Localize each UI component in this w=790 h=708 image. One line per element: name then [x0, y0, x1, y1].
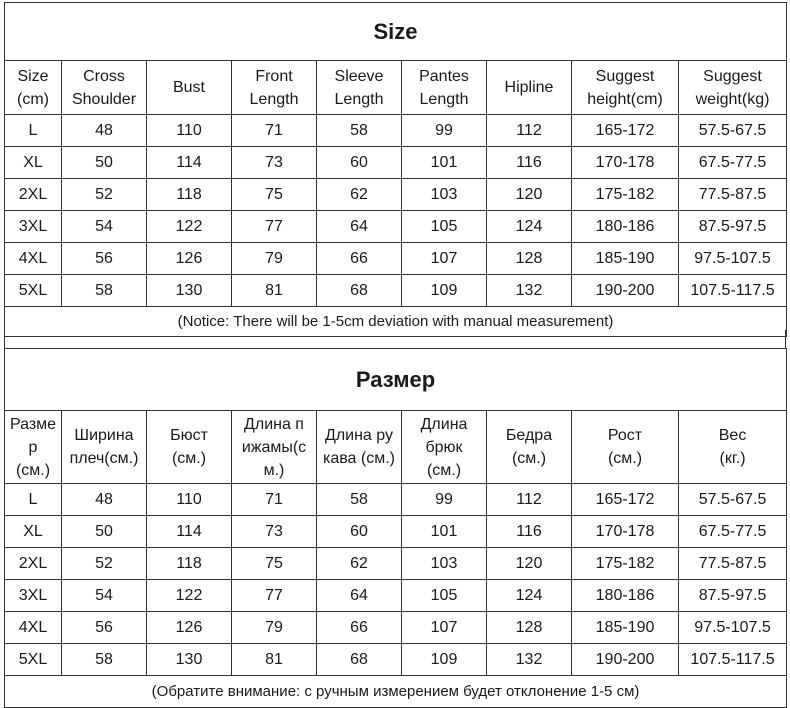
column-header: Бюст (см.): [147, 411, 232, 484]
measurement-cell: 128: [487, 612, 572, 644]
measurement-cell: 58: [62, 275, 147, 307]
measurement-cell: 122: [147, 211, 232, 243]
measurement-cell: 165-172: [572, 115, 679, 147]
measurement-cell: 79: [232, 243, 317, 275]
table-row: [5, 147, 787, 179]
measurement-cell: 52: [62, 548, 147, 580]
column-header: Suggest height(cm): [572, 61, 679, 115]
column-header: Size (cm): [5, 61, 62, 115]
table-row: [5, 516, 787, 548]
measurement-cell: 97.5-107.5: [679, 612, 787, 644]
measurement-cell: 124: [487, 580, 572, 612]
measurement-cell: 87.5-97.5: [679, 211, 787, 243]
measurement-cell: 107.5-117.5: [679, 644, 787, 676]
measurement-cell: 107: [402, 612, 487, 644]
measurement-cell: 52: [62, 179, 147, 211]
size-cell: 5XL: [5, 275, 62, 307]
measurement-cell: 97.5-107.5: [679, 243, 787, 275]
measurement-cell: 126: [147, 612, 232, 644]
measurement-cell: 56: [62, 612, 147, 644]
measurement-cell: 66: [317, 243, 402, 275]
measurement-cell: 101: [402, 516, 487, 548]
measurement-cell: 130: [147, 644, 232, 676]
measurement-cell: 71: [232, 484, 317, 516]
measurement-cell: 105: [402, 211, 487, 243]
measurement-cell: 50: [62, 147, 147, 179]
measurement-cell: 114: [147, 147, 232, 179]
measurement-cell: 67.5-77.5: [679, 516, 787, 548]
table-row: [5, 548, 787, 580]
measurement-cell: 54: [62, 580, 147, 612]
measurement-cell: 185-190: [572, 612, 679, 644]
size-cell: 2XL: [5, 548, 62, 580]
measurement-cell: 165-172: [572, 484, 679, 516]
measurement-cell: 67.5-77.5: [679, 147, 787, 179]
measurement-cell: 58: [317, 115, 402, 147]
measurement-cell: 132: [487, 644, 572, 676]
measurement-cell: 122: [147, 580, 232, 612]
size-cell: 4XL: [5, 243, 62, 275]
measurement-cell: 62: [317, 548, 402, 580]
measurement-cell: 60: [317, 147, 402, 179]
measurement-cell: 128: [487, 243, 572, 275]
size-cell: L: [5, 484, 62, 516]
measurement-cell: 60: [317, 516, 402, 548]
table-row: [5, 179, 787, 211]
table-row: [5, 115, 787, 147]
measurement-cell: 75: [232, 548, 317, 580]
measurement-cell: 79: [232, 612, 317, 644]
measurement-cell: 54: [62, 211, 147, 243]
column-header: Разме р (см.): [5, 411, 62, 484]
measurement-cell: 68: [317, 644, 402, 676]
table-row: [5, 211, 787, 243]
size-cell: 4XL: [5, 612, 62, 644]
size-cell: 3XL: [5, 580, 62, 612]
measurement-cell: 190-200: [572, 644, 679, 676]
table-row: [5, 580, 787, 612]
table-row: [5, 275, 787, 307]
measurement-cell: 175-182: [572, 548, 679, 580]
size-chart-english: [4, 2, 787, 337]
measurement-cell: 58: [62, 644, 147, 676]
measurement-cell: 64: [317, 580, 402, 612]
size-cell: XL: [5, 147, 62, 179]
measurement-cell: 77: [232, 211, 317, 243]
measurement-cell: 132: [487, 275, 572, 307]
measurement-cell: 77.5-87.5: [679, 548, 787, 580]
measurement-cell: 73: [232, 147, 317, 179]
measurement-cell: 118: [147, 548, 232, 580]
column-header: Рост (см.): [572, 411, 679, 484]
size-cell: 3XL: [5, 211, 62, 243]
column-header: Suggest weight(kg): [679, 61, 787, 115]
measurement-cell: 190-200: [572, 275, 679, 307]
column-header: Вес (кг.): [679, 411, 787, 484]
measurement-cell: 105: [402, 580, 487, 612]
measurement-cell: 99: [402, 115, 487, 147]
column-header: Длина брюк (см.): [402, 411, 487, 484]
measurement-cell: 107.5-117.5: [679, 275, 787, 307]
measurement-cell: 120: [487, 548, 572, 580]
measurement-cell: 57.5-67.5: [679, 115, 787, 147]
measurement-cell: 180-186: [572, 580, 679, 612]
table-spacer: [4, 330, 786, 348]
measurement-cell: 120: [487, 179, 572, 211]
measurement-notice: (Обратите внимание: с ручным измерением будет отклонение 1-5 см): [5, 676, 787, 708]
measurement-cell: 130: [147, 275, 232, 307]
size-cell: L: [5, 115, 62, 147]
table-row: [5, 612, 787, 644]
column-header: Длина ру кава (см.): [317, 411, 402, 484]
measurement-cell: 124: [487, 211, 572, 243]
column-header: Pantes Length: [402, 61, 487, 115]
size-cell: 5XL: [5, 644, 62, 676]
measurement-cell: 110: [147, 115, 232, 147]
table-title: Размер: [5, 349, 787, 411]
measurement-cell: 103: [402, 179, 487, 211]
column-header: Front Length: [232, 61, 317, 115]
column-header: Ширина плеч(см.): [62, 411, 147, 484]
measurement-notice: (Notice: There will be 1-5cm deviation with manual measurement): [5, 307, 787, 337]
measurement-cell: 116: [487, 516, 572, 548]
measurement-cell: 62: [317, 179, 402, 211]
measurement-cell: 56: [62, 243, 147, 275]
table-row: [5, 484, 787, 516]
size-chart-russian: [4, 348, 787, 708]
measurement-cell: 87.5-97.5: [679, 580, 787, 612]
measurement-cell: 77.5-87.5: [679, 179, 787, 211]
column-header: Hipline: [487, 61, 572, 115]
measurement-cell: 101: [402, 147, 487, 179]
measurement-cell: 107: [402, 243, 487, 275]
size-cell: XL: [5, 516, 62, 548]
measurement-cell: 50: [62, 516, 147, 548]
measurement-cell: 185-190: [572, 243, 679, 275]
measurement-cell: 77: [232, 580, 317, 612]
table-row: [5, 644, 787, 676]
column-header: Cross Shoulder: [62, 61, 147, 115]
column-header: Sleeve Length: [317, 61, 402, 115]
measurement-cell: 81: [232, 275, 317, 307]
measurement-cell: 175-182: [572, 179, 679, 211]
measurement-cell: 112: [487, 115, 572, 147]
table-row: [5, 243, 787, 275]
measurement-cell: 48: [62, 115, 147, 147]
measurement-cell: 48: [62, 484, 147, 516]
measurement-cell: 99: [402, 484, 487, 516]
measurement-cell: 109: [402, 275, 487, 307]
measurement-cell: 103: [402, 548, 487, 580]
measurement-cell: 66: [317, 612, 402, 644]
header-row: [5, 411, 787, 484]
header-row: [5, 61, 787, 115]
measurement-cell: 112: [487, 484, 572, 516]
measurement-cell: 114: [147, 516, 232, 548]
measurement-cell: 58: [317, 484, 402, 516]
column-header: Длина п ижамы(с м.): [232, 411, 317, 484]
measurement-cell: 116: [487, 147, 572, 179]
measurement-cell: 64: [317, 211, 402, 243]
measurement-cell: 57.5-67.5: [679, 484, 787, 516]
size-cell: 2XL: [5, 179, 62, 211]
measurement-cell: 110: [147, 484, 232, 516]
measurement-cell: 118: [147, 179, 232, 211]
measurement-cell: 180-186: [572, 211, 679, 243]
measurement-cell: 68: [317, 275, 402, 307]
measurement-cell: 75: [232, 179, 317, 211]
measurement-cell: 71: [232, 115, 317, 147]
measurement-cell: 126: [147, 243, 232, 275]
column-header: Bust: [147, 61, 232, 115]
measurement-cell: 81: [232, 644, 317, 676]
column-header: Бедра (см.): [487, 411, 572, 484]
table-title: Size: [5, 3, 787, 61]
measurement-cell: 109: [402, 644, 487, 676]
measurement-cell: 170-178: [572, 147, 679, 179]
measurement-cell: 170-178: [572, 516, 679, 548]
measurement-cell: 73: [232, 516, 317, 548]
